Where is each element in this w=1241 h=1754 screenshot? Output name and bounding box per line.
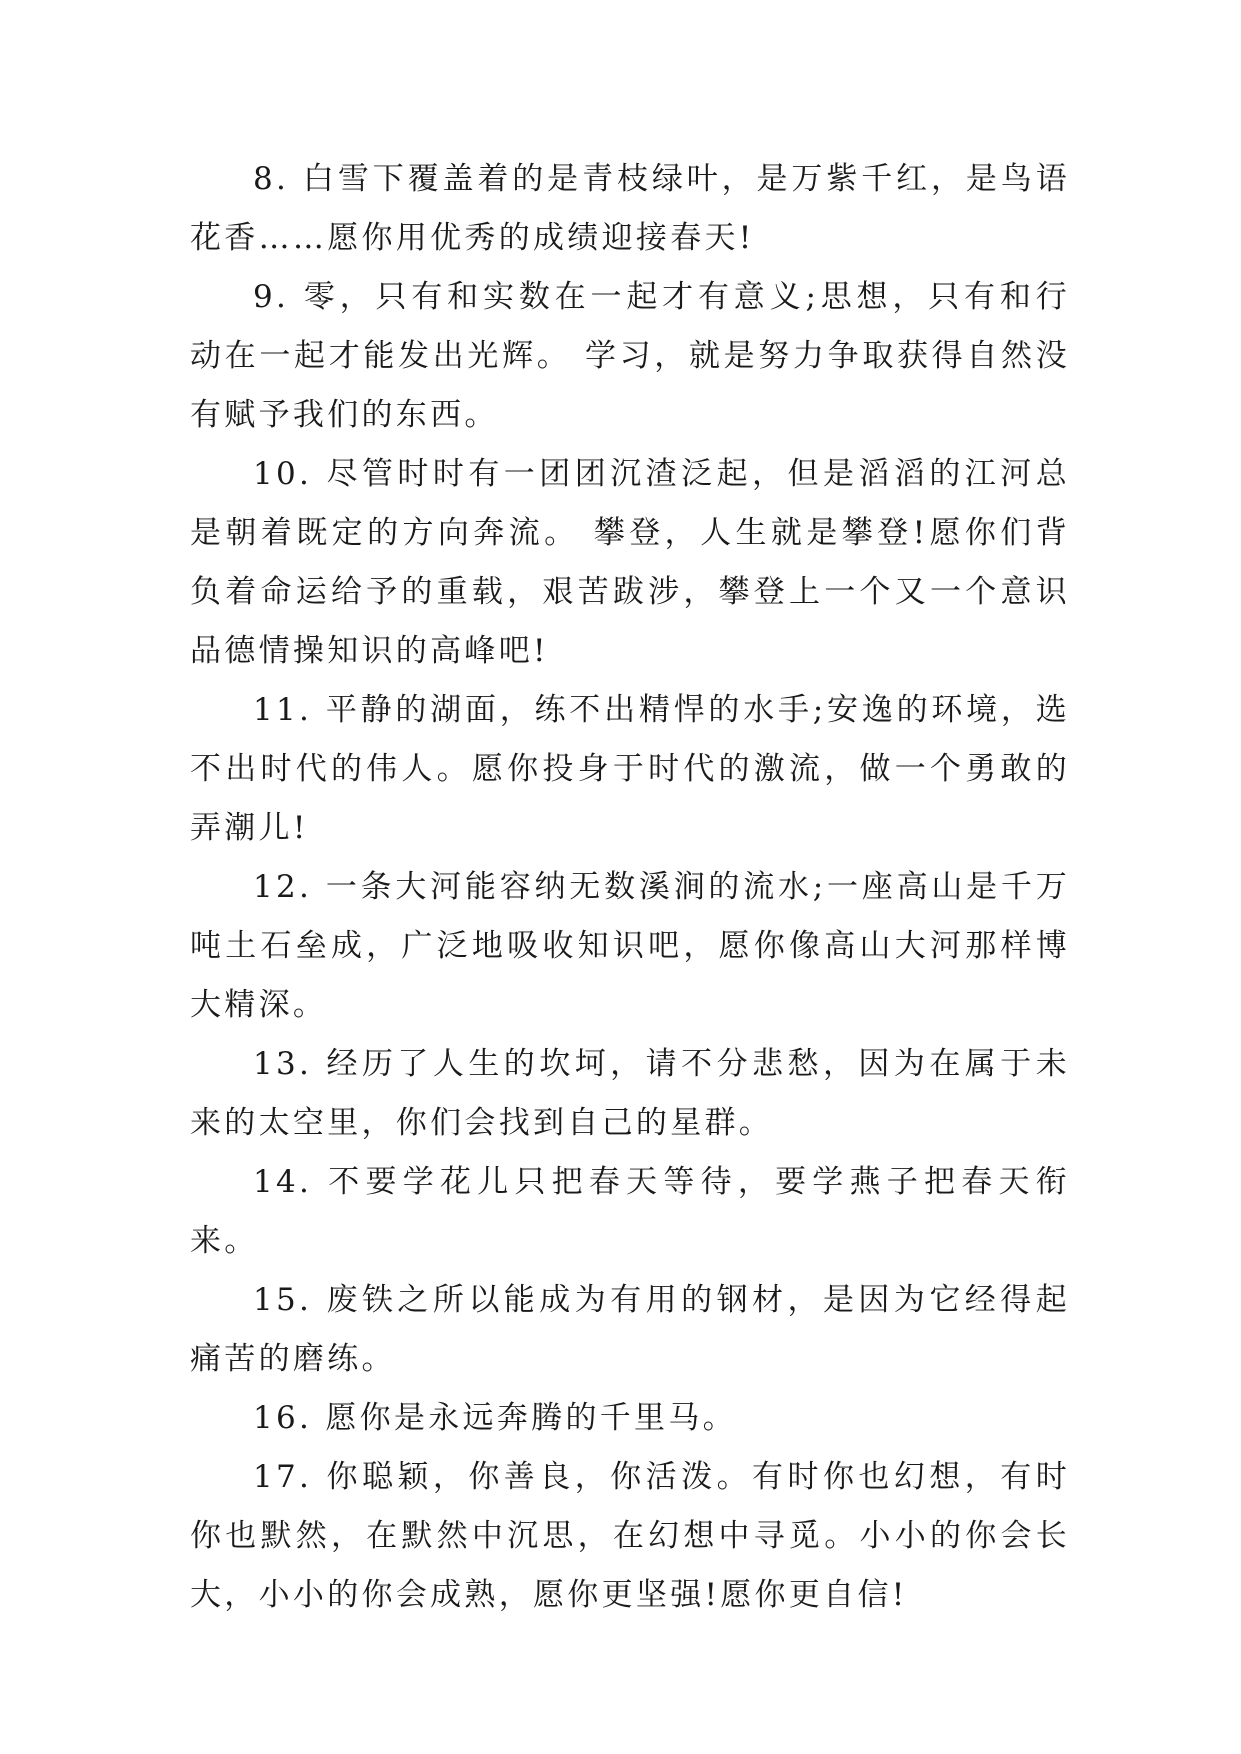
paragraph-11: 11. 平静的湖面，练不出精悍的水手;安逸的环境，选不出时代的伟人。愿你投身于时代的激流，做一个勇敢的弄潮儿! (190, 692, 1070, 846)
paragraph-16: 16. 愿你是永远奔腾的千里马。 (253, 1400, 737, 1436)
paragraph-12: 12. 一条大河能容纳无数溪涧的流水;一座高山是千万吨土石垒成，广泛地吸收知识吧，愿你像高山大河那样博大精深。 (190, 869, 1070, 1023)
paragraph-13: 13. 经历了人生的坎坷，请不分悲愁，因为在属于未来的太空里，你们会找到自己的星群。 (190, 1046, 1070, 1141)
document-body (190, 150, 1070, 1625)
paragraph-17: 17. 你聪颖，你善良，你活泼。有时你也幻想，有时你也默然，在默然中沉思，在幻想中寻觅。小小的你会长大，小小的你会成熟，愿你更坚强!愿你更自信! (190, 1459, 1070, 1613)
paragraph-10: 10. 尽管时时有一团团沉渣泛起，但是滔滔的江河总是朝着既定的方向奔流。 攀登，人生就是攀登!愿你们背负着命运给予的重载，艰苦跋涉，攀登上一个又一个意识品德情操知识的高峰吧! (190, 456, 1070, 669)
paragraph-9: 9. 零，只有和实数在一起才有意义;思想，只有和行动在一起才能发出光辉。 学习，就是努力争取获得自然没有赋予我们的东西。 (190, 279, 1070, 433)
paragraph-15: 15. 废铁之所以能成为有用的钢材，是因为它经得起痛苦的磨练。 (190, 1282, 1070, 1377)
paragraph-14: 14. 不要学花儿只把春天等待，要学燕子把春天衔来。 (190, 1164, 1070, 1259)
paragraph-8: 8. 白雪下覆盖着的是青枝绿叶，是万紫千红，是鸟语花香……愿你用优秀的成绩迎接春天! (190, 161, 1070, 256)
